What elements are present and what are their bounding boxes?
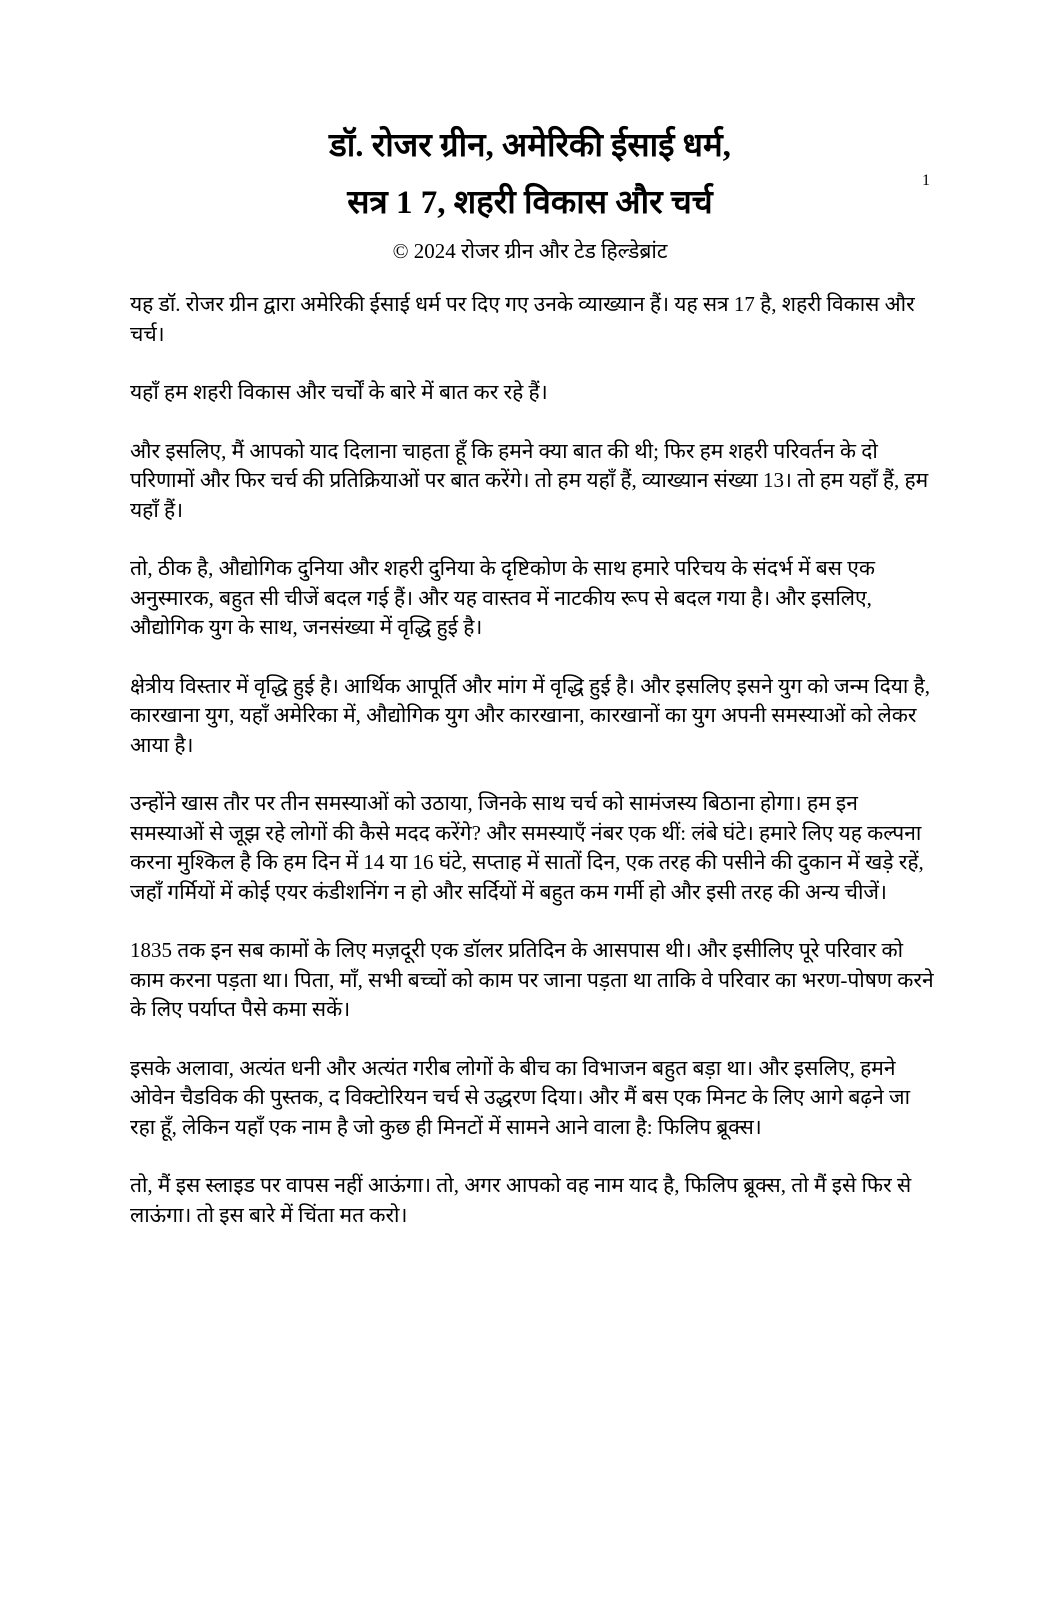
title-line-2: सत्र 1 7, शहरी विकास और चर्च [347,185,713,221]
page-number: 1 [922,172,930,189]
paragraph-2: यहाँ हम शहरी विकास और चर्चों के बारे में बात कर रहे हैं। [130,380,548,404]
document-title [130,118,930,232]
paragraph-9: तो, मैं इस स्लाइड पर वापस नहीं आऊंगा। तो, अगर आपको वह नाम याद है, फिलिप ब्रूक्स, तो मैं इसे फिर से लाऊंगा। तो इस बारे में चिंता मत करो। [130,1173,912,1227]
document-body [130,290,935,1230]
paragraph-1: यह डॉ. रोजर ग्रीन द्वारा अमेरिकी ईसाई धर्म पर दिए गए उनके व्याख्यान हैं। यह सत्र 17 है, शहरी विकास और चर्च। [130,292,915,346]
copyright-line: © 2024 रोजर ग्रीन और टेड हिल्डेब्रांट [392,239,668,263]
paragraph-7: 1835 तक इन सब कामों के लिए मज़दूरी एक डॉलर प्रतिदिन के आसपास थी। और इसीलिए पूरे परिवार को काम करना पड़ता था। पिता, माँ, सभी बच्चों को काम पर जाना पड़ता था ताकि वे परिवार का भरण-पोषण करने के लिए पर्याप्त पैसे कमा सकें। [130,938,934,1021]
title-line-1: डॉ. रोजर ग्रीन, अमेरिकी ईसाई धर्म, [329,128,731,164]
paragraph-3: और इसलिए, मैं आपको याद दिलाना चाहता हूँ कि हमने क्या बात की थी; फिर हम शहरी परिवर्तन के दो परिणामों और फिर चर्च की प्रतिक्रियाओं पर बात करेंगे। तो हम यहाँ हैं, व्याख्यान संख्या 13। तो हम यहाँ हैं, हम यहाँ हैं। [130,438,929,522]
paragraph-8: इसके अलावा, अत्यंत धनी और अत्यंत गरीब लोगों के बीच का विभाजन बहुत बड़ा था। और इसलिए, हमने ओवेन चैडविक की पुस्तक, द विक्टोरियन चर्च से उद्धरण दिया। और मैं बस एक मिनट के लिए आगे बढ़ने जा रहा हूँ, लेकिन यहाँ एक नाम है जो कुछ ही मिनटों में सामने आने वाला है: फिलिप ब्रूक्स। [130,1055,911,1139]
paragraph-6: उन्होंने खास तौर पर तीन समस्याओं को उठाया, जिनके साथ चर्च को सामंजस्य बिठाना होगा। हम इन समस्याओं से जूझ रहे लोगों की कैसे मदद करेंगे? और समस्याएँ नंबर एक थीं: लंबे घंटे। हमारे लिए यह कल्पना करना मुश्किल है कि हम दिन में 14 या 16 घंटे, सप्ताह में सातों दिन, एक तरह की पसीने की दुकान में खड़े रहें, जहाँ गर्मियों में कोई एयर कंडीशनिंग न हो और सर्दियों में बहुत कम गर्मी हो और इसी तरह की अन्य चीजें। [130,791,924,904]
paragraph-4: तो, ठीक है, औद्योगिक दुनिया और शहरी दुनिया के दृष्टिकोण के साथ हमारे परिचय के संदर्भ में बस एक अनुस्मारक, बहुत सी चीजें बदल गई हैं। और यह वास्तव में नाटकीय रूप से बदल गया है। और इसलिए, औद्योगिक युग के साथ, जनसंख्या में वृद्धि हुई है। [130,556,875,639]
paragraph-5: क्षेत्रीय विस्तार में वृद्धि हुई है। आर्थिक आपूर्ति और मांग में वृद्धि हुई है। और इसलिए इसने युग को जन्म दिया है, कारखाना युग, यहाँ अमेरिका में, औद्योगिक युग और कारखाना, कारखानों का युग अपनी समस्याओं को लेकर आया है। [130,673,931,757]
document-page [0,118,1058,1615]
